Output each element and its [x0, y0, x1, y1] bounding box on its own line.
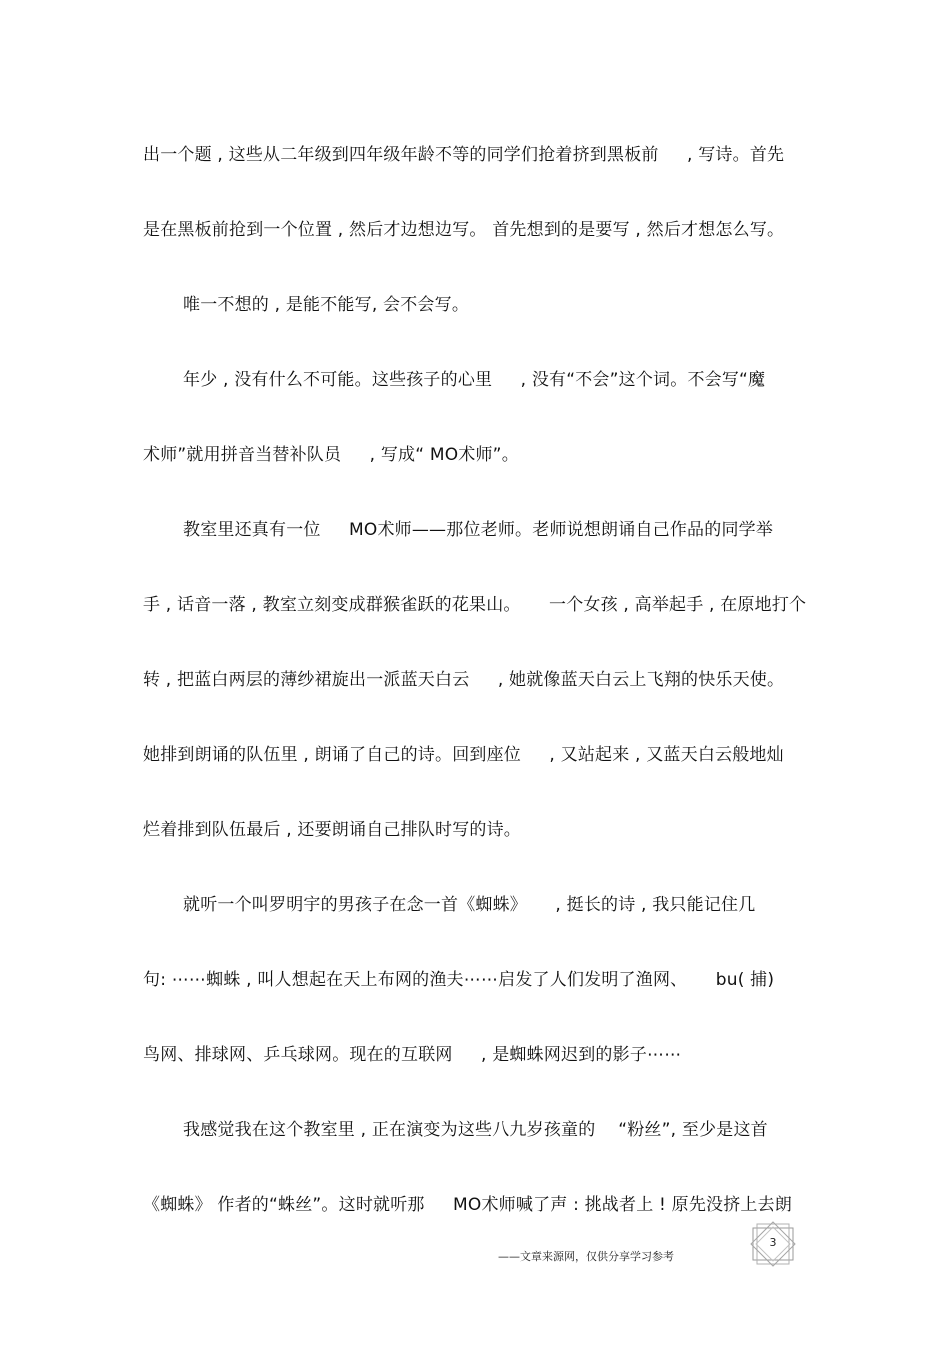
text-line: 《蜘蛛》 作者的“蛛丝”。这时就听那 MO术师喊了声 : 挑战者上 ! 原先没挤上去朗 [143, 1195, 793, 1215]
text-line: 烂着排到队伍最后 , 还要朗诵自己排队时写的诗。 [143, 820, 522, 840]
text-line: 转 , 把蓝白两层的薄纱裙旋出一派蓝天白云 , 她就像蓝天白云上飞翔的快乐天使。 [143, 670, 785, 690]
text-line: 教室里还真有一位 MO术师——那位老师。老师说想朗诵自己作品的同学举 [143, 520, 774, 540]
text-line: 手 , 话音一落 , 教室立刻变成群猴雀跃的花果山。 一个女孩 , 高举起手 , 在原地打个 [143, 595, 807, 615]
text-line: 是在黑板前抢到一个位置 , 然后才边想边写。 首先想到的是要写 , 然后才想怎么写。 [143, 220, 785, 240]
text-line: 鸟网、排球网、乒乓球网。现在的互联网 , 是蜘蛛网迟到的影子⋯⋯ [143, 1045, 682, 1065]
text-line: 术师”就用拼音当替补队员 , 写成“ MO术师”。 [143, 445, 519, 465]
text-line: 出一个题 , 这些从二年级到四年级年龄不等的同学们抢着挤到黑板前 , 写诗。首先 [143, 145, 785, 165]
text-line: 就听一个叫罗明宇的男孩子在念一首《蜘蛛》 , 挺长的诗 , 我只能记住几 [143, 895, 756, 915]
source-note: ——文章来源网，仅供分享学习参考 [498, 1250, 674, 1263]
text-line: 我感觉我在这个教室里 , 正在演变为这些八九岁孩童的 “粉丝”, 至少是这首 [143, 1120, 768, 1140]
text-line: 唯一不想的 , 是能不能写, 会不会写。 [143, 295, 470, 315]
text-line: 年少 , 没有什么不可能。这些孩子的心里 , 没有“不会”这个词。不会写“魔 [143, 370, 766, 390]
page-number-badge [749, 1220, 797, 1268]
text-line: 她排到朗诵的队伍里 , 朗诵了自己的诗。回到座位 , 又站起来 , 又蓝天白云般地灿 [143, 745, 784, 765]
page-number: 3 [769, 1236, 777, 1249]
text-line: 句: ⋯⋯蜘蛛 , 叫人想起在天上布网的渔夫⋯⋯启发了人们发明了渔网、 bu( 捕) [143, 970, 775, 990]
